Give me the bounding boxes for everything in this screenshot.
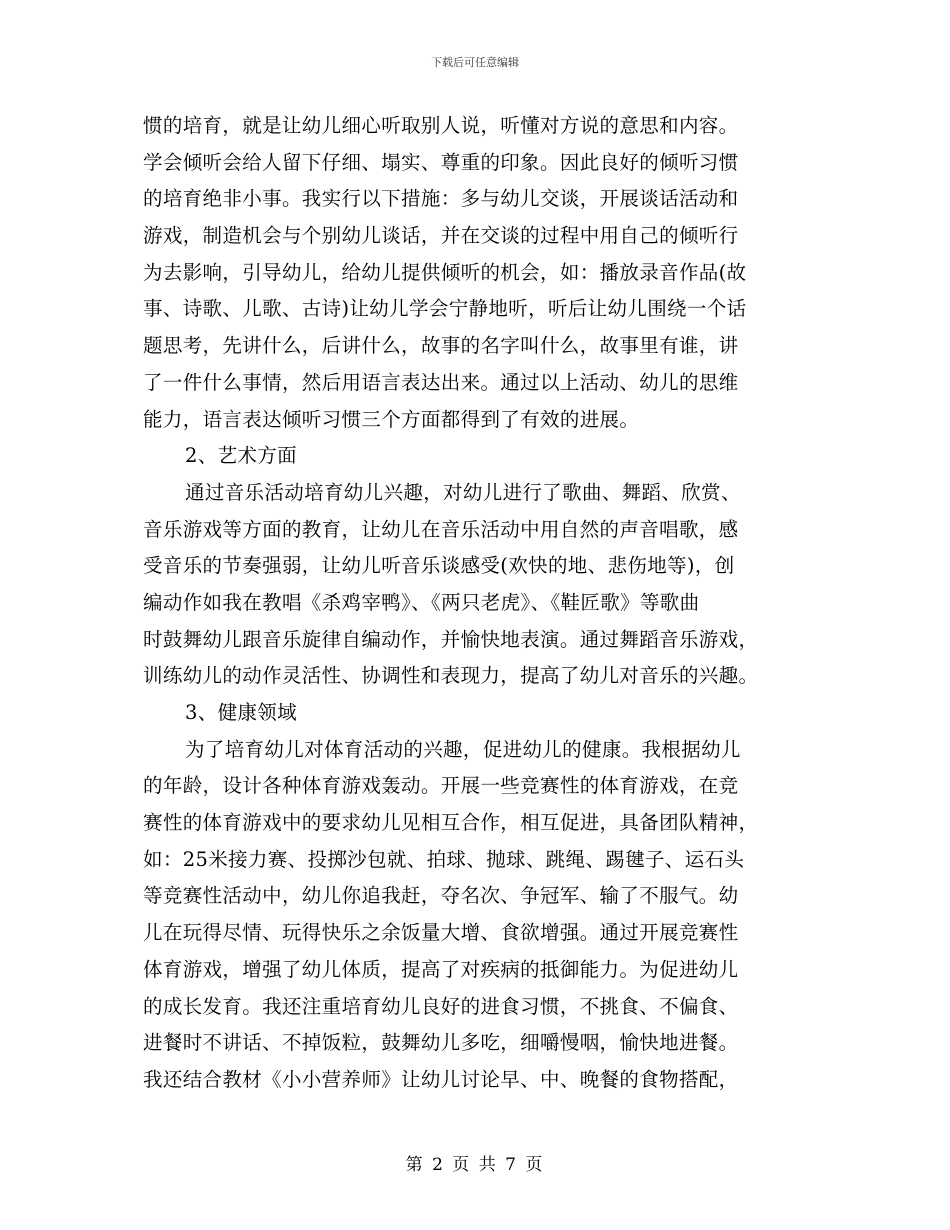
text-line: 的成长发育。我还注重培育幼儿良好的进食习惯，不挑食、不偏食、 [143,994,739,1018]
text-line: 学会倾听会给人留下仔细、塌实、尊重的印象。因此良好的倾听习惯 [143,150,739,174]
text-line: 受音乐的节奏强弱，让幼儿听音乐谈感受(欢快的地、悲伤地等)，创 [143,554,735,578]
section-heading-health: 3、健康领域 [185,701,298,724]
text-line: 时鼓舞幼儿跟音乐旋律自编动作，并愉快地表演。通过舞蹈音乐游戏， [143,627,759,651]
text-line: 音乐游戏等方面的教育，让幼儿在音乐活动中用自然的声音唱歌，感 [143,517,739,541]
text-line: 我还结合教材《小小营养师》让幼儿讨论早、中、晚餐的食物搭配， [143,1067,739,1091]
text-line: 进餐时不讲话、不掉饭粒，鼓舞幼儿多吃，细嚼慢咽，愉快地进餐。 [143,1031,739,1055]
text-line: 为去影响，引导幼儿，给幼儿提供倾听的机会，如：播放录音作品(故 [143,260,747,284]
text-line: 游戏，制造机会与个别幼儿谈话，并在交谈的过程中用自己的倾听行 [143,224,739,248]
text-line: 编动作如我在教唱《杀鸡宰鸭》、《两只老虎》、《鞋匠歌》等歌曲 [143,590,700,614]
text-line: 儿在玩得尽情、玩得快乐之余饭量大增、食欲增强。通过开展竞赛性 [143,921,739,945]
section-heading-art: 2、艺术方面 [185,444,298,468]
text-line: 如：25米接力赛、投掷沙包就、拍球、抛球、跳绳、踢毽子、运石头 [143,847,745,871]
text-line: 了一件什么事情，然后用语言表达出来。通过以上活动、幼儿的思维 [143,370,739,394]
paragraph-start: 通过音乐活动培育幼儿兴趣，对幼儿进行了歌曲、舞蹈、欣赏、 [185,480,741,504]
header-note: 下载后可任意编辑 [431,56,519,69]
text-line: 训练幼儿的动作灵活性、协调性和表现力，提高了幼儿对音乐的兴趣。 [143,664,759,688]
text-line: 能力，语言表达倾听习惯三个方面都得到了有效的进展。 [143,407,640,431]
text-line: 的年龄，设计各种体育游戏轰动。开展一些竞赛性的体育游戏，在竞 [143,774,739,798]
page-footer: 第 2 页 共 7 页 [405,1155,545,1175]
text-line: 事、诗歌、儿歌、古诗)让幼儿学会宁静地听，听后让幼儿围绕一个话 [143,297,747,321]
paragraph-start: 为了培育幼儿对体育活动的兴趣，促进幼儿的健康。我根据幼儿 [185,737,741,761]
text-line: 体育游戏，增强了幼儿体质，提高了对疾病的抵御能力。为促进幼儿 [143,957,739,981]
body-text [143,108,803,1099]
text-line: 等竞赛性活动中，幼儿你追我赶，夺名次、争冠军、输了不服气。幼 [143,884,739,908]
text-line: 惯的培育，就是让幼儿细心听取别人说，听懂对方说的意思和内容。 [143,114,739,137]
text-line: 赛性的体育游戏中的要求幼儿见相互合作，相互促进，具备团队精神， [143,811,759,835]
text-line: 的培育绝非小事。我实行以下措施：多与幼儿交谈，开展谈话活动和 [143,187,739,211]
text-line: 题思考，先讲什么，后讲什么，故事的名字叫什么，故事里有谁，讲 [143,334,739,358]
